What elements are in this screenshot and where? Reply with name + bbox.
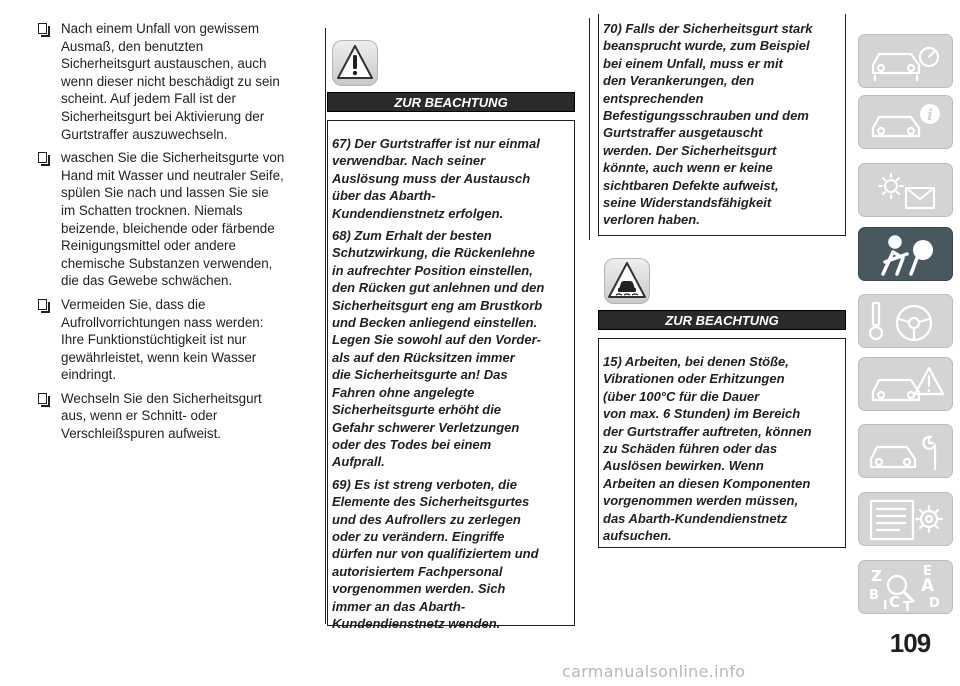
bullet-item xyxy=(38,20,310,143)
line: als auf den Rücksitzen immer xyxy=(332,349,515,365)
line: Arbeiten an diesen Komponenten xyxy=(603,475,811,491)
note-item xyxy=(332,227,572,471)
key-steering-wheel-icon xyxy=(859,295,954,349)
index-letter: Z xyxy=(871,567,882,585)
tab-technical-data[interactable] xyxy=(858,492,953,546)
note-item xyxy=(332,135,572,222)
list-gear-icon xyxy=(859,493,954,547)
line: von max. 6 Stunden) im Bereich xyxy=(603,406,801,422)
tab-driving[interactable] xyxy=(858,294,953,348)
note-item xyxy=(332,476,572,633)
tab-emergency[interactable] xyxy=(858,357,953,411)
line: könnte, auch wenn er keine xyxy=(603,160,773,176)
line: Auslösen bewirken. Wenn xyxy=(603,458,764,474)
tab-index[interactable] xyxy=(858,560,953,614)
line: Ausmaß, den benutzten xyxy=(61,38,204,54)
line: Auslösung muss der Austausch xyxy=(332,170,531,186)
section-heading: ZUR BEACHTUNG xyxy=(327,92,575,112)
line: bei einem Unfall, muss er mit xyxy=(603,55,783,71)
bullet-item xyxy=(38,390,310,443)
line: 69) Es ist streng verboten, die xyxy=(332,476,517,492)
bullet-item xyxy=(38,296,310,384)
page-number: 109 xyxy=(889,628,931,658)
line: waschen Sie die Sicherheitsgurte von xyxy=(61,150,285,166)
line: das Abarth-Kundendienstnetz xyxy=(603,510,788,526)
line: Aufrollvorrichtungen nass werden: xyxy=(61,314,264,330)
line: vorgenommen werden müssen, xyxy=(603,493,799,509)
note-item xyxy=(603,353,843,544)
line: über das Abarth- xyxy=(332,188,436,204)
index-letter: T xyxy=(903,600,912,615)
line: Nach einem Unfall von gewissem xyxy=(61,21,259,36)
line: im Schatten trocknen. Niemals xyxy=(61,202,243,218)
line: Sicherheitsgurt austauschen, auch xyxy=(61,56,267,72)
line: oder des Todes bei einem xyxy=(332,436,492,452)
column-divider xyxy=(589,18,590,240)
line: die Sicherheitsgurte an! Das xyxy=(332,367,508,383)
tab-maintenance[interactable] xyxy=(858,424,953,478)
line: spülen Sie nach und lassen Sie sie xyxy=(61,185,269,201)
line: zu Schäden führen oder das xyxy=(603,441,778,457)
line: seine Widerstandsfähigkeit xyxy=(603,195,772,211)
checkbox-bullet-icon xyxy=(38,393,47,404)
line: Befestigungsschrauben und dem xyxy=(603,108,809,124)
line: oder zu verändern. Eingriffe xyxy=(332,528,505,544)
line: chemische Substanzen verwenden, xyxy=(61,255,273,271)
line: 67) Der Gurtstraffer ist nur einmal xyxy=(332,136,540,151)
index-letter: I xyxy=(883,598,888,612)
line: in aufrechter Position einstellen, xyxy=(332,262,533,278)
line: 70) Falls der Sicherheitsgurt stark xyxy=(603,21,813,36)
line: und Becken anliegend einstellen. xyxy=(332,315,538,331)
checkbox-bullet-icon xyxy=(38,299,47,310)
line: immer an das Abarth- xyxy=(332,598,466,614)
checkbox-bullet-icon xyxy=(38,23,47,34)
line: sichtbaren Defekte aufweist, xyxy=(603,177,779,193)
note-box xyxy=(327,120,575,631)
index-letter: C xyxy=(889,593,901,611)
line: Schutzwirkung, die Rückenlehne xyxy=(332,245,535,261)
line: die das Gewebe schwächen. xyxy=(61,273,233,289)
line: den Verankerungen, den xyxy=(603,73,755,89)
line: Kundendienstnetz wenden. xyxy=(332,615,501,631)
line: Verschleißspuren aufweist. xyxy=(61,426,222,442)
line: Hand mit Wasser und neutraler Seife, xyxy=(61,167,284,183)
line: und des Aufrollers zu zerlegen xyxy=(332,511,521,527)
note-item xyxy=(603,20,843,229)
line: 15) Arbeiten, bei denen Stöße, xyxy=(603,354,789,369)
line: werden. Der Sicherheitsgurt xyxy=(603,142,777,158)
column-divider xyxy=(325,28,326,624)
line: beansprucht wurde, zum Beispiel xyxy=(603,38,810,54)
tab-car-info[interactable] xyxy=(858,95,953,149)
svg-text:i: i xyxy=(927,106,933,124)
line: scheint. Auf jedem Fall ist der xyxy=(61,91,236,107)
line: verwendbar. Nach seiner xyxy=(332,153,486,169)
line: Sicherheitsgurt eng am Brustkorb xyxy=(332,297,543,313)
line: Gurtstraffer ausgetauscht xyxy=(603,125,763,141)
warning-exclamation-icon xyxy=(332,40,378,86)
line: den Rücken gut anlehnen und den xyxy=(332,280,545,296)
line: verloren haben. xyxy=(603,212,700,228)
line: der Gurtstraffer auftreten, können xyxy=(603,423,812,439)
line: Gurtstraffer auszuwechseln. xyxy=(61,126,228,142)
line: Legen Sie sowohl auf den Vorder- xyxy=(332,332,541,348)
line: entsprechenden xyxy=(603,90,704,106)
car-warning-triangle-icon xyxy=(859,358,954,412)
line: 68) Zum Erhalt der besten xyxy=(332,228,492,244)
index-letter: D xyxy=(929,596,940,611)
line: Gefahr schwerer Verletzungen xyxy=(332,419,520,435)
car-skid-warning-icon xyxy=(604,258,650,304)
tab-car-dashboard[interactable] xyxy=(858,34,953,88)
line: Kundendienstnetz erfolgen. xyxy=(332,205,504,221)
note-box-continued xyxy=(598,14,846,236)
watermark: carmanualsonline.info xyxy=(562,662,746,681)
index-letter: E xyxy=(923,564,932,579)
line: Vibrationen oder Erhitzungen xyxy=(603,371,785,387)
line: gewährleistet, wenn kein Wasser xyxy=(61,349,257,365)
line: autorisiertem Fachpersonal xyxy=(332,563,503,579)
car-info-icon xyxy=(859,96,954,150)
line: Wechseln Sie den Sicherheitsgurt xyxy=(61,390,262,406)
line: Ihre Funktionstüchtigkeit ist nur xyxy=(61,332,247,348)
line: aus, wenn er Schnitt- oder xyxy=(61,408,218,424)
line: wenn dieser nicht beschädigt zu sein xyxy=(61,73,280,89)
line: (über 100°C für die Dauer xyxy=(603,388,760,404)
warning-light-envelope-icon xyxy=(859,164,954,218)
car-wrench-icon xyxy=(859,425,954,479)
alphabet-index-icon xyxy=(859,561,954,615)
bullet-item xyxy=(38,149,310,290)
line: aufsuchen. xyxy=(603,528,672,544)
line: Reinigungsmittel oder andere xyxy=(61,238,236,254)
line: Sicherheitsgurte erhöht die xyxy=(332,402,502,418)
index-letter: A xyxy=(921,576,935,596)
line: beizende, bleichende oder färbende xyxy=(61,220,275,236)
car-gauge-icon xyxy=(859,35,954,89)
line: Vermeiden Sie, dass die xyxy=(61,296,206,312)
line: vorgenommen werden. Sich xyxy=(332,581,506,597)
tab-warning-lights[interactable] xyxy=(858,163,953,217)
tab-safety[interactable] xyxy=(858,227,953,281)
section-heading: ZUR BEACHTUNG xyxy=(598,310,846,330)
line: Sicherheitsgurt bei Aktivierung der xyxy=(61,108,265,124)
line: eindringt. xyxy=(61,367,117,383)
line: Aufprall. xyxy=(332,454,385,470)
line: Elemente des Sicherheitsgurtes xyxy=(332,494,530,510)
line: dürfen nur von qualifiziertem und xyxy=(332,546,539,562)
index-letter: B xyxy=(869,588,879,603)
note-box xyxy=(598,338,846,548)
column-1 xyxy=(38,20,310,449)
line: Fahren ohne angelegte xyxy=(332,384,475,400)
checkbox-bullet-icon xyxy=(38,152,47,163)
seat-airbag-icon xyxy=(859,228,954,282)
